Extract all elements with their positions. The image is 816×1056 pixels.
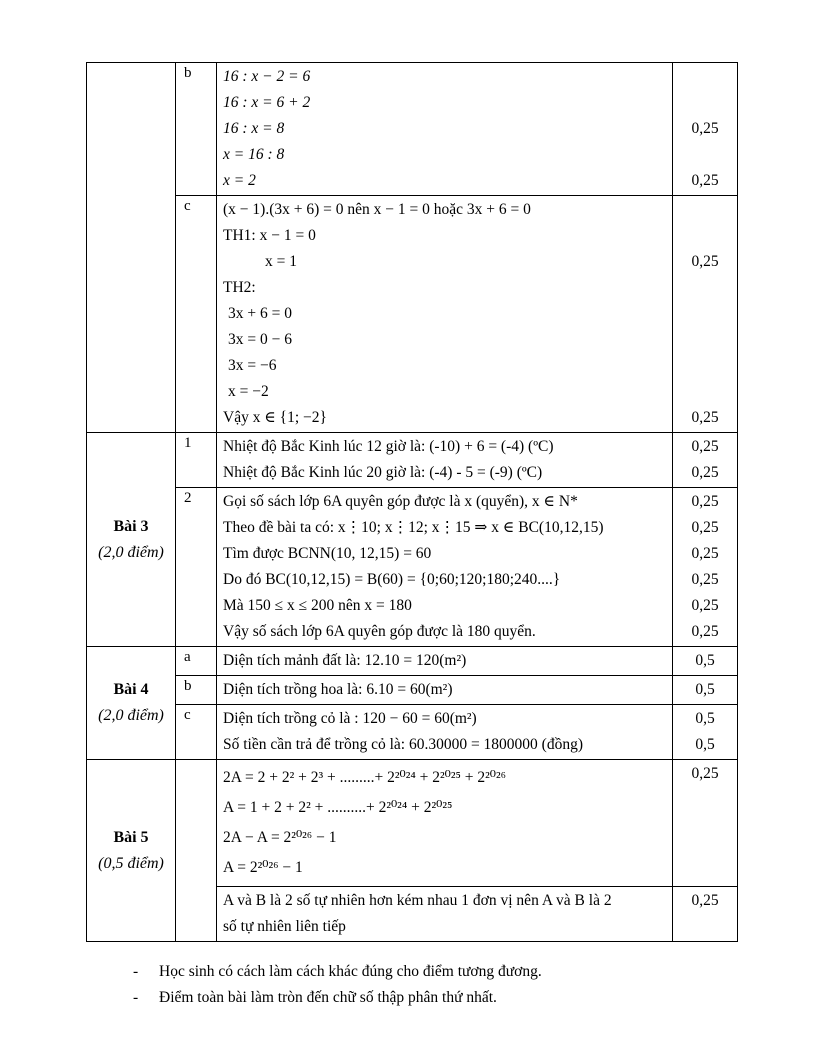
score: 0,25	[691, 409, 719, 426]
score-cell	[673, 760, 738, 887]
solution-line: 3x + 6 = 0	[228, 305, 292, 322]
score: 0,25	[691, 253, 719, 270]
score-cell	[673, 488, 738, 647]
part-label: c	[176, 705, 217, 760]
solution-line: Nhiệt độ Bắc Kinh lúc 20 giờ là: (-4) - 5 = (-9) (ºC)	[223, 464, 543, 481]
solution-line: Theo đề bài ta có: x⋮10; x⋮12; x⋮15 ⇒ x ∈ BC(10,12,15)	[223, 519, 604, 536]
solution-cell	[217, 63, 673, 196]
bullet-dash: -	[133, 989, 139, 1006]
solution-cell	[217, 760, 673, 887]
score: 0,25	[691, 545, 719, 562]
solution-line: x = 16 : 8	[223, 146, 285, 163]
score: 0,25	[691, 172, 719, 189]
score-cell	[673, 63, 738, 196]
note-text: Điểm toàn bài làm tròn đến chữ số thập phân thứ nhất.	[159, 989, 497, 1006]
score: 0,25	[691, 493, 719, 510]
solution-line: Nhiệt độ Bắc Kinh lúc 12 giờ là: (-10) + 6 = (-4) (ºC)	[223, 438, 554, 455]
solution-cell	[217, 647, 673, 676]
section-title: Bài 4	[113, 681, 149, 698]
solution-line: Số tiền cần trả để trồng cỏ là: 60.30000 = 1800000 (đồng)	[223, 736, 584, 753]
score: 0,25	[691, 623, 719, 640]
solution-line: Diện tích trồng cỏ là : 120 − 60 = 60(m²)	[223, 710, 477, 727]
solution-line: Do đó BC(10,12,15) = B(60) = {0;60;120;180;240....}	[223, 571, 561, 588]
section-cell	[87, 760, 176, 942]
table-row	[87, 63, 738, 196]
table-row	[87, 433, 738, 488]
section-title: Bài 5	[113, 828, 149, 846]
solution-line: TH2:	[223, 279, 256, 296]
solution-line: 3x = −6	[228, 357, 277, 374]
solution-line: 2A − A = 2²⁰²⁶ − 1	[223, 829, 337, 846]
score-cell	[673, 647, 738, 676]
score: 0,25	[691, 519, 719, 536]
score: 0,25	[691, 892, 719, 909]
table-row	[87, 676, 738, 705]
answer-key-table	[86, 62, 738, 942]
score-cell	[673, 887, 738, 942]
solution-line: số tự nhiên liên tiếp	[223, 918, 346, 935]
section-title: Bài 3	[113, 517, 149, 535]
solution-line: 2A = 2 + 2² + 2³ + .........+ 2²⁰²⁴ + 2²⁰²⁵ + 2²⁰²⁶	[223, 769, 507, 786]
score: 0,5	[695, 710, 715, 727]
list-item	[133, 985, 542, 1011]
part-label: b	[176, 676, 217, 705]
solution-line: x = −2	[228, 383, 269, 400]
score: 0,5	[695, 652, 715, 669]
solution-line: (x − 1).(3x + 6) = 0 nên x − 1 = 0 hoặc 3x + 6 = 0	[223, 201, 531, 218]
solution-line: A = 1 + 2 + 2² + ..........+ 2²⁰²⁴ + 2²⁰²⁵	[223, 799, 453, 816]
part-label: a	[176, 647, 217, 676]
table-row	[87, 705, 738, 760]
table-row	[87, 488, 738, 647]
section-points: (0,5 điểm)	[98, 854, 164, 872]
score: 0,25	[691, 765, 719, 782]
solution-line: 16 : x − 2 = 6	[223, 68, 311, 85]
part-label: 1	[176, 433, 217, 488]
solution-cell	[217, 488, 673, 647]
bullet-dash: -	[133, 963, 139, 980]
solution-cell	[217, 887, 673, 942]
solution-cell	[217, 196, 673, 433]
solution-cell	[217, 676, 673, 705]
solution-cell	[217, 433, 673, 488]
solution-line: Tìm được BCNN(10, 12,15) = 60	[223, 545, 432, 562]
list-item	[133, 959, 542, 985]
score: 0,5	[695, 736, 715, 753]
solution-line: Vậy số sách lớp 6A quyên góp được là 180 quyển.	[223, 623, 536, 640]
score: 0,25	[691, 120, 719, 137]
score: 0,25	[691, 571, 719, 588]
part-label: c	[176, 196, 217, 433]
score-cell	[673, 196, 738, 433]
solution-line: 3x = 0 − 6	[228, 331, 292, 348]
solution-line: 16 : x = 8	[223, 120, 285, 137]
score: 0,25	[691, 438, 719, 455]
score-cell	[673, 705, 738, 760]
solution-line: x = 1	[265, 253, 297, 270]
section-points: (2,0 điểm)	[98, 543, 164, 561]
score: 0,25	[691, 464, 719, 481]
solution-line: A và B là 2 số tự nhiên hơn kém nhau 1 đơn vị nên A và B là 2	[223, 892, 612, 909]
score-cell	[673, 676, 738, 705]
section-cell-empty	[87, 63, 176, 433]
solution-cell	[217, 705, 673, 760]
score: 0,5	[695, 681, 715, 698]
part-label: 2	[176, 488, 217, 647]
part-label: b	[176, 63, 217, 196]
notes-list	[133, 959, 542, 1011]
score-cell	[673, 433, 738, 488]
solution-line: Gọi số sách lớp 6A quyên góp được là x (quyển), x ∈ N*	[223, 493, 578, 510]
section-points: (2,0 điểm)	[98, 707, 164, 724]
table-row	[87, 760, 738, 887]
solution-line: A = 2²⁰²⁶ − 1	[223, 859, 303, 876]
note-text: Học sinh có cách làm cách khác đúng cho điểm tương đương.	[159, 963, 542, 980]
score: 0,25	[691, 597, 719, 614]
solution-line: x = 2	[223, 172, 256, 189]
solution-line: Vậy x ∈ {1; −2}	[223, 409, 327, 426]
section-cell	[87, 433, 176, 647]
section-cell	[87, 647, 176, 760]
table-row	[87, 647, 738, 676]
solution-line: TH1: x − 1 = 0	[223, 227, 316, 244]
solution-line: Diện tích mảnh đất là: 12.10 = 120(m²)	[223, 652, 467, 669]
solution-line: 16 : x = 6 + 2	[223, 94, 311, 111]
part-label-empty	[176, 760, 217, 942]
solution-line: Mà 150 ≤ x ≤ 200 nên x = 180	[223, 597, 412, 614]
solution-line: Diện tích trồng hoa là: 6.10 = 60(m²)	[223, 681, 453, 698]
table-row	[87, 196, 738, 433]
